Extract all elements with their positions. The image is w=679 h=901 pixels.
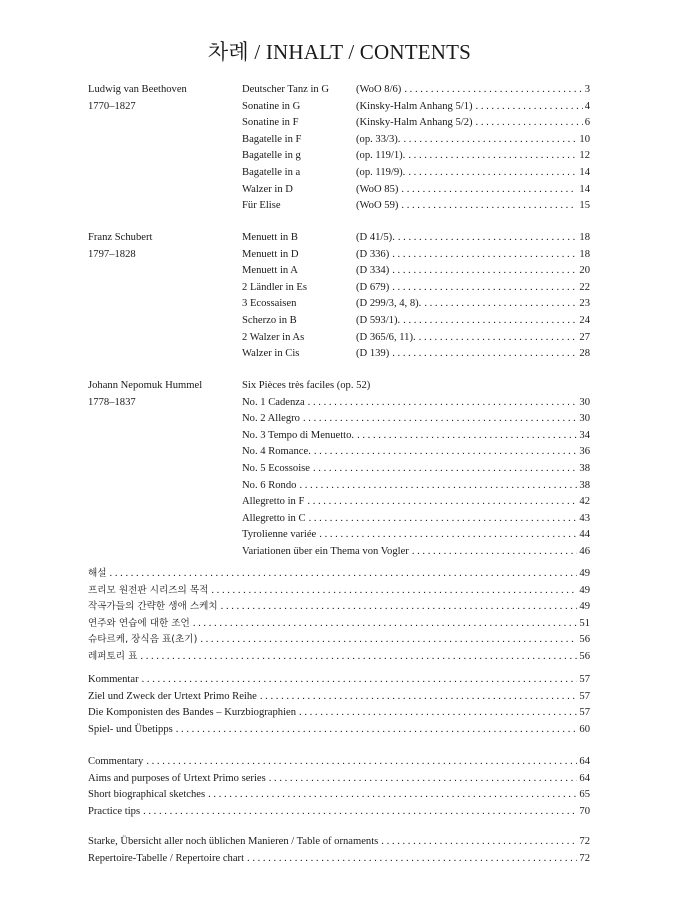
composer-section-beethoven bbox=[0, 82, 679, 215]
dot-leader bbox=[140, 804, 577, 821]
dot-leader bbox=[266, 771, 578, 788]
toc-row bbox=[0, 132, 679, 149]
page-number: 56 bbox=[579, 650, 590, 662]
toc-row bbox=[0, 599, 679, 616]
toc-row bbox=[0, 771, 679, 788]
toc-row bbox=[0, 444, 679, 461]
work-title: No. 3 Tempo di Menuetto. bbox=[242, 429, 355, 441]
toc-entry[interactable] bbox=[356, 346, 590, 363]
dot-leader bbox=[409, 544, 578, 561]
set-title: Six Pièces très faciles (op. 52) bbox=[242, 380, 371, 391]
page-number: 10 bbox=[579, 133, 590, 145]
section-title: Aims and purposes of Urtext Primo series bbox=[88, 772, 266, 784]
page-number: 70 bbox=[579, 805, 590, 817]
work-title: Scherzo in B bbox=[242, 314, 297, 326]
toc-row bbox=[0, 296, 679, 313]
toc-row bbox=[0, 99, 679, 116]
dot-leader bbox=[378, 834, 577, 851]
catalog-number: (WoO 59) bbox=[356, 200, 399, 212]
dot-leader bbox=[205, 787, 577, 804]
tables-section bbox=[0, 834, 679, 867]
toc-entry[interactable] bbox=[356, 132, 590, 149]
toc-entry[interactable] bbox=[88, 566, 590, 583]
toc-entry[interactable] bbox=[88, 754, 590, 771]
page-number: 4 bbox=[584, 100, 590, 112]
toc-entry[interactable] bbox=[88, 771, 590, 788]
catalog-number: (op. 119/9). bbox=[356, 166, 406, 178]
toc-row bbox=[0, 230, 679, 247]
toc-row bbox=[0, 494, 679, 511]
work-title: Bagatelle in g bbox=[242, 150, 301, 162]
toc-row bbox=[0, 198, 679, 215]
work-title: Menuett in A bbox=[242, 265, 298, 277]
page-number: 56 bbox=[579, 634, 590, 646]
toc-entry[interactable] bbox=[88, 804, 590, 821]
work-title: No. 4 Romance. bbox=[242, 446, 311, 458]
catalog-number: (D 41/5). bbox=[356, 232, 395, 243]
toc-row bbox=[0, 566, 679, 583]
toc-row bbox=[0, 461, 679, 478]
section-title: 프리모 원전판 시리즈의 목적 bbox=[88, 584, 209, 596]
page-number: 30 bbox=[579, 396, 590, 408]
dot-leader bbox=[473, 115, 583, 132]
catalog-number: (WoO 85) bbox=[356, 183, 399, 195]
toc-entry[interactable] bbox=[242, 511, 590, 528]
dot-leader bbox=[311, 444, 578, 461]
toc-row bbox=[0, 428, 679, 445]
page-number: 28 bbox=[579, 348, 590, 360]
toc-entry[interactable] bbox=[88, 583, 590, 600]
toc-entry[interactable] bbox=[356, 230, 590, 247]
toc-entry[interactable] bbox=[356, 165, 590, 182]
toc-row bbox=[0, 378, 679, 395]
work-title: Menuett in D bbox=[242, 248, 299, 260]
dot-leader bbox=[398, 198, 577, 215]
toc-row bbox=[0, 395, 679, 412]
toc-row bbox=[0, 583, 679, 600]
dot-leader bbox=[190, 616, 578, 633]
work-title: Allegretto in C bbox=[242, 512, 306, 524]
toc-entry[interactable] bbox=[88, 834, 590, 851]
work-title: Menuett in B bbox=[242, 232, 298, 243]
page-number: 46 bbox=[579, 545, 590, 557]
toc-row bbox=[0, 263, 679, 280]
toc-entry[interactable] bbox=[242, 411, 590, 428]
page-number: 12 bbox=[579, 150, 590, 162]
dot-leader bbox=[107, 566, 578, 583]
page-number: 3 bbox=[584, 84, 590, 95]
english-section bbox=[0, 754, 679, 820]
dot-leader bbox=[389, 280, 577, 297]
section-title: 작곡가들의 간략한 생애 스케치 bbox=[88, 601, 218, 613]
work-title: No. 2 Allegro bbox=[242, 413, 300, 425]
toc-entry[interactable] bbox=[88, 649, 590, 666]
toc-entry[interactable] bbox=[88, 689, 590, 706]
dot-leader bbox=[416, 330, 578, 347]
toc-row bbox=[0, 851, 679, 868]
toc-row bbox=[0, 346, 679, 363]
catalog-number: (WoO 8/6) bbox=[356, 84, 402, 95]
toc-row bbox=[0, 527, 679, 544]
dot-leader bbox=[316, 527, 577, 544]
toc-entry[interactable] bbox=[356, 263, 590, 280]
composer-name: Ludwig van Beethoven bbox=[88, 84, 187, 95]
toc-row bbox=[0, 787, 679, 804]
page-number: 43 bbox=[579, 512, 590, 524]
toc-row bbox=[0, 511, 679, 528]
page-number: 57 bbox=[579, 690, 590, 702]
dot-leader bbox=[398, 182, 577, 199]
page-number: 24 bbox=[579, 314, 590, 326]
page-number: 36 bbox=[579, 446, 590, 458]
toc-entry[interactable] bbox=[88, 599, 590, 616]
section-title: 슈타르케, 장식음 표(초기) bbox=[88, 634, 198, 646]
dot-leader bbox=[421, 296, 577, 313]
composer-name: Johann Nepomuk Hummel bbox=[88, 380, 203, 391]
page-number: 57 bbox=[579, 674, 590, 685]
page-number: 38 bbox=[579, 462, 590, 474]
work-title: Walzer in Cis bbox=[242, 348, 300, 360]
toc-entry[interactable] bbox=[356, 182, 590, 199]
page-number: 18 bbox=[579, 232, 590, 243]
page-number: 72 bbox=[579, 852, 590, 864]
dot-leader bbox=[197, 632, 577, 649]
toc-row bbox=[0, 330, 679, 347]
page-number: 20 bbox=[579, 265, 590, 277]
work-title: Tyrolienne variée bbox=[242, 529, 317, 541]
page-number: 51 bbox=[579, 617, 590, 629]
dot-leader bbox=[218, 599, 578, 616]
page-number: 15 bbox=[579, 200, 590, 212]
toc-row bbox=[0, 632, 679, 649]
toc-entry[interactable] bbox=[242, 461, 590, 478]
dot-leader bbox=[304, 494, 577, 511]
dot-leader bbox=[139, 672, 578, 689]
toc-row bbox=[0, 616, 679, 633]
page-number: 60 bbox=[579, 723, 590, 735]
catalog-number: (Kinsky-Halm Anhang 5/1) bbox=[356, 100, 473, 112]
catalog-number: (D 679) bbox=[356, 281, 390, 293]
work-title: Walzer in D bbox=[242, 183, 293, 195]
korean-section bbox=[0, 566, 679, 666]
toc-row bbox=[0, 478, 679, 495]
composer-years: 1770–1827 bbox=[88, 100, 136, 112]
page-number: 27 bbox=[579, 331, 590, 343]
toc-entry[interactable] bbox=[88, 787, 590, 804]
toc-entry[interactable] bbox=[356, 198, 590, 215]
dot-leader bbox=[405, 165, 577, 182]
dot-leader bbox=[354, 428, 577, 445]
toc-row bbox=[0, 672, 679, 689]
page-number: 34 bbox=[579, 429, 590, 441]
toc-entry[interactable] bbox=[356, 330, 590, 347]
page-number: 49 bbox=[579, 568, 590, 579]
toc-row bbox=[0, 247, 679, 264]
toc-entry[interactable] bbox=[242, 428, 590, 445]
catalog-number: (D 365/6, 11). bbox=[356, 331, 416, 343]
section-title: Kommentar bbox=[88, 674, 139, 685]
toc-row bbox=[0, 82, 679, 99]
page-title: 차례 / INHALT / CONTENTS bbox=[207, 40, 472, 64]
page-number: 30 bbox=[579, 413, 590, 425]
dot-leader bbox=[401, 82, 582, 99]
page-number: 18 bbox=[579, 248, 590, 260]
composer-name: Franz Schubert bbox=[88, 232, 153, 243]
page-number: 42 bbox=[579, 496, 590, 508]
toc-row bbox=[0, 834, 679, 851]
page-number: 65 bbox=[579, 789, 590, 801]
work-title: Deutscher Tanz in G bbox=[242, 84, 330, 95]
page-number: 44 bbox=[579, 529, 590, 541]
work-title: 2 Walzer in As bbox=[242, 331, 305, 343]
composer-years: 1797–1828 bbox=[88, 248, 136, 260]
dot-leader bbox=[395, 230, 578, 247]
work-title: No. 1 Cadenza bbox=[242, 396, 305, 408]
catalog-number: (op. 33/3). bbox=[356, 133, 401, 145]
toc-entry[interactable] bbox=[356, 115, 590, 132]
dot-leader bbox=[305, 395, 578, 412]
work-title: No. 5 Ecossoise bbox=[242, 462, 310, 474]
toc-entry[interactable] bbox=[356, 148, 590, 165]
toc-entry[interactable] bbox=[356, 280, 590, 297]
toc-row bbox=[0, 689, 679, 706]
page-number: 49 bbox=[579, 584, 590, 596]
section-title: Commentary bbox=[88, 756, 144, 767]
section-title: 레퍼토리 표 bbox=[88, 650, 138, 662]
composer-years: 1778–1837 bbox=[88, 396, 136, 408]
toc-row bbox=[0, 649, 679, 666]
catalog-number: (op. 119/1). bbox=[356, 150, 406, 162]
work-title: Sonatine in F bbox=[242, 117, 299, 129]
page-number: 38 bbox=[579, 479, 590, 491]
toc-entry[interactable] bbox=[88, 851, 590, 868]
page-number: 14 bbox=[579, 183, 590, 195]
toc-entry[interactable] bbox=[356, 313, 590, 330]
toc-entry[interactable] bbox=[88, 616, 590, 633]
toc-entry[interactable] bbox=[242, 494, 590, 511]
dot-leader bbox=[244, 851, 577, 868]
toc-row bbox=[0, 722, 679, 739]
toc-row bbox=[0, 804, 679, 821]
toc-entry[interactable] bbox=[88, 672, 590, 689]
composer-section-hummel bbox=[0, 378, 679, 561]
dot-leader bbox=[137, 649, 577, 666]
toc-row bbox=[0, 313, 679, 330]
dot-leader bbox=[400, 132, 577, 149]
work-title: Bagatelle in a bbox=[242, 166, 301, 178]
dot-leader bbox=[208, 583, 577, 600]
toc-row bbox=[0, 165, 679, 182]
composer-section-schubert bbox=[0, 230, 679, 363]
toc-entry[interactable] bbox=[88, 705, 590, 722]
dot-leader bbox=[405, 148, 577, 165]
section-title: Starke, Übersicht aller noch üblichen Manieren / Table of ornaments bbox=[88, 836, 379, 847]
dot-leader bbox=[306, 511, 578, 528]
toc-row bbox=[0, 182, 679, 199]
catalog-number: (D 299/3, 4, 8). bbox=[356, 298, 422, 310]
toc-entry[interactable] bbox=[242, 527, 590, 544]
toc-row bbox=[0, 280, 679, 297]
dot-leader bbox=[296, 478, 577, 495]
toc-row bbox=[0, 754, 679, 771]
dot-leader bbox=[389, 346, 577, 363]
work-title: No. 6 Rondo bbox=[242, 479, 297, 491]
work-title: Bagatelle in F bbox=[242, 133, 302, 145]
work-title: Für Elise bbox=[242, 200, 281, 212]
toc-entry[interactable] bbox=[242, 395, 590, 412]
dot-leader bbox=[296, 705, 577, 722]
catalog-number: (D 593/1). bbox=[356, 314, 401, 326]
section-title: 연주와 연습에 대한 조언 bbox=[88, 617, 190, 629]
section-title: Die Komponisten des Bandes – Kurzbiographien bbox=[88, 707, 297, 719]
toc-entry[interactable] bbox=[88, 632, 590, 649]
toc-row bbox=[0, 705, 679, 722]
work-title: Allegretto in F bbox=[242, 496, 305, 508]
toc-entry[interactable] bbox=[242, 544, 590, 561]
section-title: Practice tips bbox=[88, 805, 141, 817]
section-title: Repertoire-Tabelle / Repertoire chart bbox=[88, 852, 245, 864]
toc-entry[interactable] bbox=[356, 247, 590, 264]
page-number: 64 bbox=[579, 772, 590, 784]
toc-entry[interactable] bbox=[356, 99, 590, 116]
toc-row bbox=[0, 148, 679, 165]
toc-entry[interactable] bbox=[242, 444, 590, 461]
catalog-number: (D 334) bbox=[356, 265, 390, 277]
work-title: Sonatine in G bbox=[242, 100, 301, 112]
dot-leader bbox=[173, 722, 578, 739]
page-number: 64 bbox=[579, 756, 590, 767]
dot-leader bbox=[143, 754, 577, 771]
dot-leader bbox=[389, 263, 577, 280]
dot-leader bbox=[400, 313, 577, 330]
catalog-number: (D 139) bbox=[356, 348, 390, 360]
page-number: 23 bbox=[579, 298, 590, 310]
work-title: 3 Ecossaisen bbox=[242, 298, 297, 310]
section-title: Ziel und Zweck der Urtext Primo Reihe bbox=[88, 690, 257, 702]
dot-leader bbox=[389, 247, 577, 264]
page-number: 49 bbox=[579, 601, 590, 613]
catalog-number: (Kinsky-Halm Anhang 5/2) bbox=[356, 117, 473, 129]
page-number: 22 bbox=[579, 281, 590, 293]
dot-leader bbox=[310, 461, 577, 478]
toc-entry[interactable] bbox=[356, 82, 590, 99]
toc-row bbox=[0, 115, 679, 132]
page-number: 57 bbox=[579, 707, 590, 719]
page-number: 72 bbox=[579, 836, 590, 847]
toc-entry[interactable] bbox=[242, 478, 590, 495]
page-number: 14 bbox=[579, 166, 590, 178]
toc-row bbox=[0, 411, 679, 428]
dot-leader bbox=[473, 99, 583, 116]
toc-entry[interactable] bbox=[356, 296, 590, 313]
toc-entry[interactable] bbox=[88, 722, 590, 739]
dot-leader bbox=[257, 689, 578, 706]
german-section bbox=[0, 672, 679, 738]
dot-leader bbox=[300, 411, 577, 428]
section-title: 해설 bbox=[88, 568, 107, 579]
section-title: Spiel- und Übetipps bbox=[88, 723, 173, 735]
work-title: Variationen über ein Thema von Vogler bbox=[242, 545, 409, 557]
toc-row bbox=[0, 544, 679, 561]
page-number: 6 bbox=[584, 117, 590, 129]
work-title: 2 Ländler in Es bbox=[242, 281, 308, 293]
catalog-number: (D 336) bbox=[356, 248, 390, 260]
section-title: Short biographical sketches bbox=[88, 789, 206, 801]
